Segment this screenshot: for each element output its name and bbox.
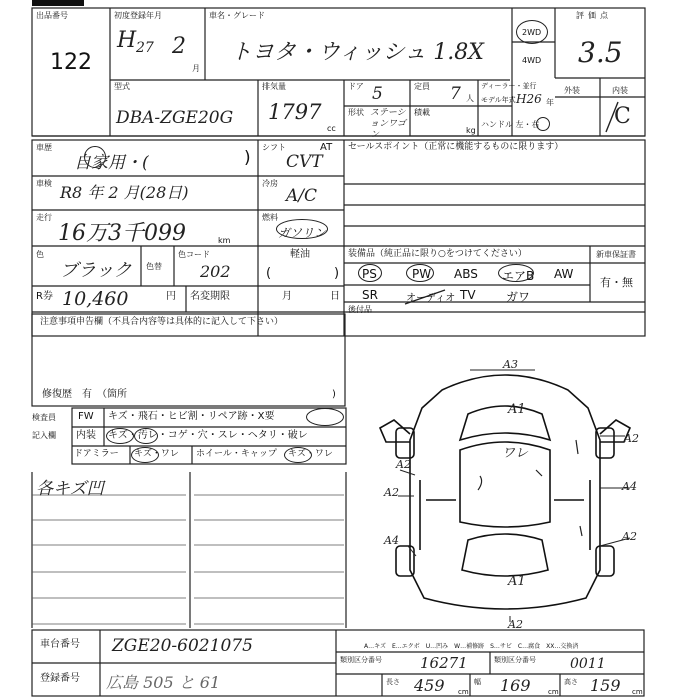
name-change-day: 日 xyxy=(330,291,340,302)
color-code-label: 色コード xyxy=(178,250,210,259)
equipment-audio: オーディオ xyxy=(406,293,456,304)
width-value: 169 xyxy=(500,676,531,695)
inspector-label: 検査員 xyxy=(32,413,56,422)
ac-label: 冷房 xyxy=(262,179,278,188)
chassis-label: 車台番号 xyxy=(40,639,80,650)
wheel-items: キズ・ワレ xyxy=(288,449,333,459)
car-name: トヨタ・ウィッシュ 1.8X xyxy=(230,40,484,65)
model-year: H26 xyxy=(516,92,542,106)
drive-2wd-circle xyxy=(516,20,548,44)
body-type: ステーションワゴン xyxy=(370,108,407,140)
entry-label: 記入欄 xyxy=(32,431,56,440)
pw-circle xyxy=(406,264,434,282)
equipment-label: 装備品（純正品に限り○をつけてください） xyxy=(348,249,527,259)
first-registration-era: H xyxy=(117,28,137,53)
recycle-label: R券 xyxy=(36,291,53,302)
dealer-label: ディーラー・並行 xyxy=(481,82,537,90)
registration-label: 登録番号 xyxy=(40,673,80,684)
wheel-scratch-circle xyxy=(284,447,312,463)
capacity: 7 xyxy=(450,84,461,104)
shift-options: AT xyxy=(320,142,333,153)
car-damage-diagram xyxy=(360,350,650,630)
lot-number-label: 出品番号 xyxy=(36,11,68,20)
mark-left-rear-a4: A4 xyxy=(384,534,399,547)
first-registration-label: 初度登録年月 xyxy=(114,11,162,20)
warranty-label: 新車保証書 xyxy=(596,250,636,259)
category-label: 類別区分番号 xyxy=(494,656,536,664)
equipment-pw: PW xyxy=(412,267,432,281)
equipment-aw: AW xyxy=(554,267,574,281)
model-year-unit: 年 xyxy=(546,98,554,107)
repaint-label: 色替 xyxy=(146,262,162,271)
damage-legend: A…キズ E…エクボ U…凹み W…補修跡 S…サビ C…腐食 XX…交換済 xyxy=(364,643,579,650)
shift-value: CVT xyxy=(286,152,323,172)
mark-bottom-a2: A2 xyxy=(508,618,523,631)
color-value: ブラック xyxy=(60,260,132,281)
interior-label: 内装 xyxy=(612,86,628,95)
cc-unit: cc xyxy=(327,124,336,133)
length-label: 長さ xyxy=(386,678,400,686)
mark-left-front-a2: A2 xyxy=(396,458,411,471)
repair-close: ) xyxy=(332,389,336,400)
mark-left-door-a2: A2 xyxy=(384,486,399,499)
month-unit: 月 xyxy=(192,64,200,73)
repair-history: 修復歴 有 （箇所 xyxy=(42,389,127,400)
mirror-label: ドアミラー xyxy=(74,449,119,459)
mirror-items: キズ・ワレ xyxy=(134,449,179,459)
interior-grade: C xyxy=(614,104,631,129)
replace-required-circle xyxy=(306,408,344,426)
ac-value: A/C xyxy=(286,186,318,206)
body-type-label: 形状 xyxy=(348,108,364,117)
mileage-value: 16万3千099 xyxy=(58,221,186,246)
fuel-label: 燃料 xyxy=(262,213,278,222)
mileage-label: 走行 xyxy=(36,213,52,222)
interior-check-label: 内装 xyxy=(76,430,96,441)
height-value: 159 xyxy=(590,676,621,695)
first-registration-month: 2 xyxy=(172,34,186,59)
kg-unit: kg xyxy=(466,126,476,135)
doors-label: ドア xyxy=(348,82,364,91)
equipment-abs: ABS xyxy=(454,267,478,281)
fuel-paren-open: ( xyxy=(266,266,272,281)
history-label: 車歴 xyxy=(36,143,52,152)
history-value: 自家用・( xyxy=(74,153,149,173)
handwritten-note: 各キズ凹 xyxy=(36,479,104,499)
height-label: 高さ xyxy=(564,678,578,686)
first-registration-year: 27 xyxy=(136,40,154,56)
displacement: 1797 xyxy=(268,100,322,124)
airbag-circle xyxy=(498,264,534,282)
color-label: 色 xyxy=(36,250,44,259)
approval-value: 16271 xyxy=(420,654,468,672)
capacity-label: 定員 xyxy=(414,82,430,91)
interior-items: キズ・汚レ・コゲ・穴・スレ・ヘタリ・破レ xyxy=(108,430,308,441)
handle-right-circle xyxy=(536,117,550,131)
interior-scratch-circle xyxy=(106,428,134,444)
capacity-unit: 人 xyxy=(466,94,474,103)
displacement-label: 排気量 xyxy=(262,82,286,91)
ps-circle xyxy=(358,264,382,282)
handle-label: ハンドル 左・右 xyxy=(481,120,540,129)
color-code: 202 xyxy=(200,262,231,281)
name-change-month: 月 xyxy=(282,291,292,302)
length-unit: cm xyxy=(458,688,469,696)
load-label: 積載 xyxy=(414,108,430,117)
registration-value: 広島 505 と 61 xyxy=(106,673,221,692)
mark-right-front-a2: A2 xyxy=(624,432,639,445)
width-label: 幅 xyxy=(474,678,481,686)
score: 3.5 xyxy=(578,36,623,69)
sales-points-label: セールスポイント（正常に機能するものに限ります） xyxy=(348,142,564,152)
equipment-airbag: エアB xyxy=(502,269,535,283)
model-year-label: モデル年式 xyxy=(481,96,516,104)
fw-label: FW xyxy=(78,411,94,422)
doors: 5 xyxy=(372,84,383,104)
history-close: ) xyxy=(244,148,251,168)
car-name-label: 車名・グレード xyxy=(209,11,265,20)
km-unit: km xyxy=(218,236,231,245)
equipment-ps: PS xyxy=(362,267,377,281)
mark-top-a3: A3 xyxy=(503,358,518,371)
name-change-label: 名変期限 xyxy=(190,291,230,302)
aftermarket-label: 後付品 xyxy=(348,305,372,314)
diesel-label: 軽油 xyxy=(290,249,310,260)
private-use-circle xyxy=(84,146,106,168)
interior-stain-circle xyxy=(134,428,158,444)
mark-rear-a1: A1 xyxy=(508,574,526,589)
mark-right-rear-a2: A2 xyxy=(622,530,637,543)
fw-items: キズ・飛石・ヒビ割・リペア跡・X要 xyxy=(108,411,275,422)
model-label: 型式 xyxy=(114,82,130,91)
model: DBA-ZGE20G xyxy=(116,108,234,128)
width-unit: cm xyxy=(548,688,559,696)
inspection-value: R8 年 2 月(28日) xyxy=(60,183,189,202)
recycle-value: 10,460 xyxy=(62,288,129,310)
notes-label: 注意事項申告欄（不具合内容等は具体的に記入して下さい） xyxy=(40,317,284,327)
equipment-gawa: ガワ xyxy=(506,290,531,304)
warranty-value: 有・無 xyxy=(600,276,633,289)
drive-2wd: 2WD xyxy=(522,28,542,37)
length-value: 459 xyxy=(414,676,445,695)
fuel-value: ガソリン xyxy=(278,226,327,240)
mirror-scratch-circle xyxy=(131,447,159,463)
mark-windshield-crack: ワレ xyxy=(502,446,529,461)
drive-4wd: 4WD xyxy=(522,56,542,65)
fuel-paren-close: ) xyxy=(334,266,340,281)
shift-label: シフト xyxy=(262,143,286,152)
chassis-value: ZGE20-6021075 xyxy=(112,636,253,656)
exterior-label: 外装 xyxy=(564,86,580,95)
lot-number: 122 xyxy=(50,50,92,75)
wheel-label: ホイール・キャップ xyxy=(196,449,277,459)
approval-label: 類別区分番号 xyxy=(340,656,382,664)
category-value: 0011 xyxy=(570,656,606,672)
height-unit: cm xyxy=(632,688,643,696)
mark-hood-a1: A1 xyxy=(508,402,526,417)
yen-unit: 円 xyxy=(166,291,176,302)
mark-right-door-a4: A4 xyxy=(622,480,637,493)
equipment-sr: SR xyxy=(362,288,378,302)
gasoline-circle xyxy=(276,219,328,239)
inspection-label: 車検 xyxy=(36,179,52,188)
equipment-tv: TV xyxy=(460,288,476,302)
score-label: 評価点 xyxy=(576,11,612,20)
